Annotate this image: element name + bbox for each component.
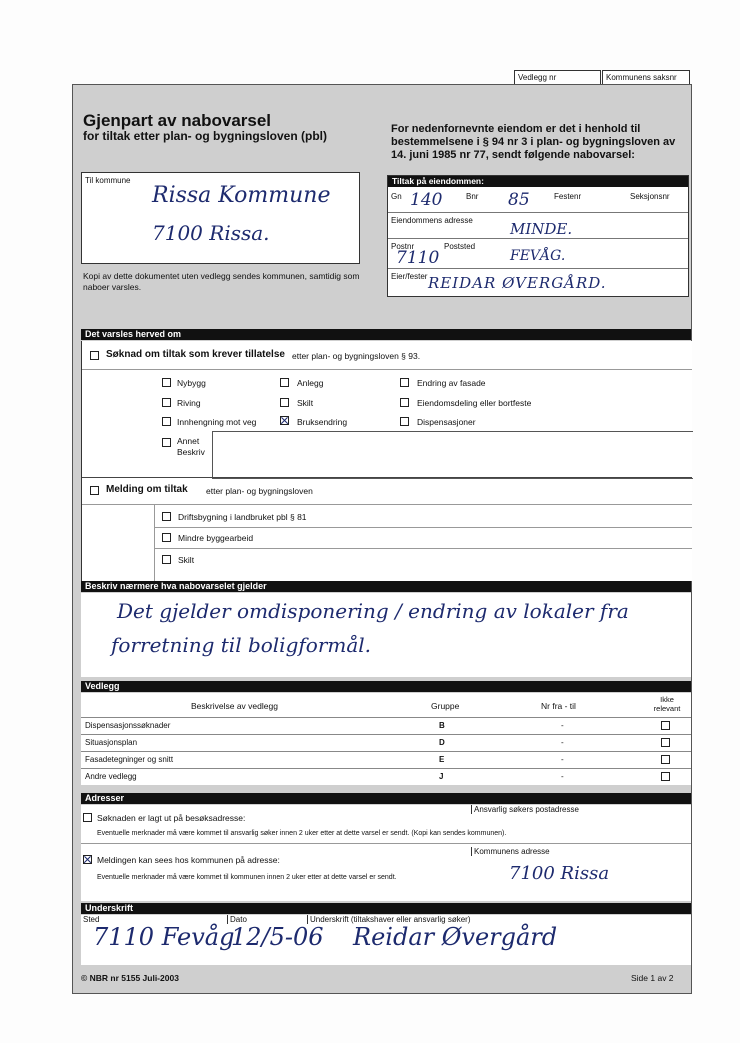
vedlegg-table-header bbox=[81, 693, 691, 717]
kommune-line1: Rissa Kommune bbox=[152, 183, 331, 208]
poststed-value[interactable]: FEVÅG. bbox=[510, 248, 566, 264]
melding-skilt-label: Skilt bbox=[178, 555, 195, 565]
col-gruppe: Gruppe bbox=[431, 701, 460, 711]
signature-label: Underskrift (tiltakshaver eller ansvarlig søker) bbox=[307, 915, 471, 924]
bnr-value[interactable]: 85 bbox=[508, 190, 530, 210]
adresse-value[interactable]: MINDE. bbox=[510, 220, 573, 238]
row-desc: Situasjonsplan bbox=[85, 738, 138, 747]
row-ikke-relevant-checkbox[interactable] bbox=[661, 738, 670, 747]
saksnr-label: Kommunens saksnr bbox=[606, 73, 677, 82]
soker-address-label: Ansvarlig søkers postadresse bbox=[471, 805, 579, 814]
varsel-section bbox=[81, 341, 692, 581]
adresser-section bbox=[81, 805, 691, 901]
option-bruksendring-label: Bruksendring bbox=[297, 417, 348, 427]
besoksadresse-label: Søknaden er lagt ut på besøksadresse: bbox=[97, 813, 246, 823]
kommune-field[interactable] bbox=[81, 172, 360, 264]
melding-label: Melding om tiltak bbox=[106, 484, 188, 495]
soknad-suffix: etter plan- og bygningsloven § 93. bbox=[292, 351, 421, 361]
row-gruppe: J bbox=[439, 772, 444, 781]
footer-page-number: Side 1 av 2 bbox=[631, 973, 674, 983]
melding-driftsbygning-checkbox[interactable] bbox=[162, 512, 171, 521]
melding-suffix: etter plan- og bygningsloven bbox=[206, 486, 313, 496]
table-row bbox=[81, 717, 691, 734]
eiendom-heading: Tiltak på eiendommen: bbox=[388, 176, 688, 187]
seksjonsnr-label: Seksjonsnr bbox=[630, 192, 670, 201]
col-beskrivelse: Beskrivelse av vedlegg bbox=[191, 701, 278, 711]
eier-label: Eier/fester bbox=[391, 272, 428, 281]
melding-mindre-label: Mindre byggearbeid bbox=[178, 533, 254, 543]
option-annet-label: Annet bbox=[177, 436, 200, 446]
adresse-label: Eiendommens adresse bbox=[391, 216, 473, 225]
besoksadresse-checkbox[interactable] bbox=[83, 813, 92, 822]
besoksadresse-note: Eventuelle merknader må være kommet til ansvarlig søker innen 2 uker etter at dette varsel er sendt. (Kopi kan sendes kommunen). bbox=[97, 830, 507, 837]
option-eiendomsdeling-checkbox[interactable] bbox=[400, 398, 409, 407]
option-bruksendring-checkbox[interactable] bbox=[280, 416, 289, 425]
gn-value[interactable]: 140 bbox=[410, 190, 443, 210]
option-skilt-checkbox[interactable] bbox=[280, 398, 289, 407]
kommune-adresse-checkbox[interactable] bbox=[83, 855, 92, 864]
postnr-label: Postnr bbox=[391, 242, 415, 251]
soknad-checkbox[interactable] bbox=[90, 351, 99, 360]
row-desc: Fasadetegninger og snitt bbox=[85, 755, 174, 764]
sted-value[interactable]: 7110 Fevåg bbox=[93, 923, 235, 951]
melding-driftsbygning-label: Driftsbygning i landbruket pbl § 81 bbox=[178, 512, 307, 522]
option-riving-checkbox[interactable] bbox=[162, 398, 171, 407]
form-title: Gjenpart av nabovarsel bbox=[83, 111, 272, 130]
varsel-heading: Det varsles herved om bbox=[81, 329, 691, 340]
option-nybygg-checkbox[interactable] bbox=[162, 378, 171, 387]
eiendom-box bbox=[387, 175, 689, 297]
row-gruppe: B bbox=[439, 721, 445, 730]
sted-label: Sted bbox=[83, 915, 100, 924]
vedlegg-nr-label: Vedlegg nr bbox=[518, 73, 557, 82]
option-dispensasjoner-label: Dispensasjoner bbox=[417, 417, 476, 427]
option-fasade-checkbox[interactable] bbox=[400, 378, 409, 387]
intro-text: For nedenfornevnte eiendom er det i henhold til bestemmelsene i § 94 nr 3 i plan- og bygningsloven av 14. juni 1985 nr 77, sendt følgende nabovarsel: bbox=[391, 123, 676, 161]
option-beskriv-label: Beskriv bbox=[177, 447, 205, 457]
row-ikke-relevant-checkbox[interactable] bbox=[661, 755, 670, 764]
dato-value[interactable]: 12/5-06 bbox=[231, 923, 324, 951]
beskriv-field[interactable] bbox=[81, 593, 691, 677]
vedlegg-heading: Vedlegg bbox=[81, 681, 691, 692]
festenr-label: Festenr bbox=[554, 192, 582, 201]
kommune-copy-note: Kopi av dette dokumentet uten vedlegg sendes kommunen, samtidig som naboer varsles. bbox=[83, 271, 360, 292]
row-nr: - bbox=[561, 738, 564, 747]
row-ikke-relevant-checkbox[interactable] bbox=[661, 772, 670, 781]
option-anlegg-label: Anlegg bbox=[297, 378, 324, 388]
beskriv-line2: forretning til boligformål. bbox=[111, 633, 372, 657]
underskrift-section bbox=[81, 915, 691, 965]
kommune-adresse-label: Meldingen kan sees hos kommunen på adresse: bbox=[97, 855, 280, 865]
postnr-value[interactable]: 7110 bbox=[396, 248, 440, 268]
soknad-label: Søknad om tiltak som krever tillatelse bbox=[106, 349, 285, 360]
poststed-label: Poststed bbox=[444, 242, 476, 251]
dato-label: Dato bbox=[227, 915, 247, 924]
row-desc: Dispensasjonssøknader bbox=[85, 721, 171, 730]
gn-label: Gn bbox=[391, 192, 402, 201]
table-row bbox=[81, 751, 691, 768]
form-subtitle: for tiltak etter plan- og bygningsloven (pbl) bbox=[83, 129, 328, 143]
bnr-label: Bnr bbox=[466, 192, 479, 201]
table-row bbox=[81, 768, 691, 785]
option-annet-checkbox[interactable] bbox=[162, 438, 171, 447]
option-innhengning-label: Innhengning mot veg bbox=[177, 417, 257, 427]
row-desc: Andre vedlegg bbox=[85, 772, 137, 781]
kommune-label: Til kommune bbox=[85, 176, 131, 185]
option-anlegg-checkbox[interactable] bbox=[280, 378, 289, 387]
nabovarsel-form bbox=[72, 84, 692, 994]
row-ikke-relevant-checkbox[interactable] bbox=[661, 721, 670, 730]
underskrift-heading: Underskrift bbox=[81, 903, 691, 914]
footer-form-number: © NBR nr 5155 Juli-2003 bbox=[81, 973, 179, 983]
melding-skilt-checkbox[interactable] bbox=[162, 555, 171, 564]
kommune-line2: 7100 Rissa. bbox=[152, 221, 270, 245]
option-skilt-label: Skilt bbox=[297, 398, 314, 408]
option-innhengning-checkbox[interactable] bbox=[162, 417, 171, 426]
eier-value[interactable]: REIDAR ØVERGÅRD. bbox=[428, 274, 607, 292]
annet-beskriv-field[interactable] bbox=[212, 431, 693, 479]
kommune-adresse-note: Eventuelle merknader må være kommet til kommunen innen 2 uker etter at dette varsel er sendt. bbox=[97, 874, 397, 881]
option-nybygg-label: Nybygg bbox=[177, 378, 206, 388]
beskriv-line1: Det gjelder omdisponering / endring av lokaler fra bbox=[117, 599, 629, 623]
row-nr: - bbox=[561, 721, 564, 730]
row-gruppe: E bbox=[439, 755, 445, 764]
option-fasade-label: Endring av fasade bbox=[417, 378, 486, 388]
table-row bbox=[81, 734, 691, 751]
kommunens-adresse-label: Kommunens adresse bbox=[471, 847, 550, 856]
col-ikke-relevant: Ikke relevant bbox=[653, 695, 681, 713]
option-riving-label: Riving bbox=[177, 398, 201, 408]
option-dispensasjoner-checkbox[interactable] bbox=[400, 417, 409, 426]
row-gruppe: D bbox=[439, 738, 445, 747]
adresser-heading: Adresser bbox=[81, 793, 691, 804]
beskriv-heading: Beskriv nærmere hva nabovarselet gjelder bbox=[81, 581, 691, 592]
row-nr: - bbox=[561, 772, 564, 781]
col-nr: Nr fra - til bbox=[541, 701, 576, 711]
signature-value[interactable]: Reidar Øvergård bbox=[353, 923, 558, 951]
option-eiendomsdeling-label: Eiendomsdeling eller bortfeste bbox=[417, 398, 532, 408]
kommunens-adresse-value[interactable]: 7100 Rissa bbox=[509, 863, 610, 884]
melding-checkbox[interactable] bbox=[90, 486, 99, 495]
melding-mindre-checkbox[interactable] bbox=[162, 533, 171, 542]
row-nr: - bbox=[561, 755, 564, 764]
